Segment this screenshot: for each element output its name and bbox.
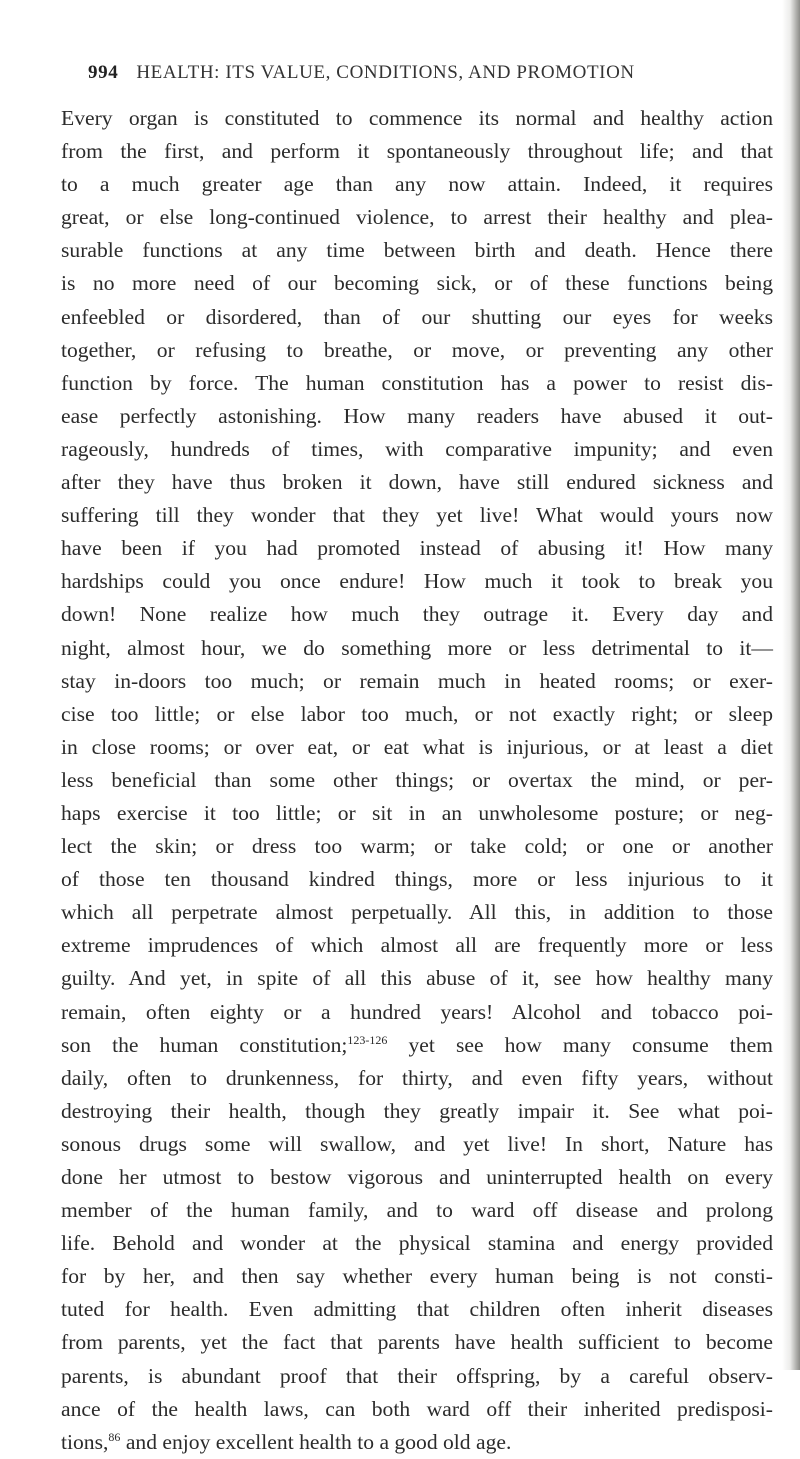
text-line: night, almost hour, we do something more or less detrimental to it— — [61, 635, 773, 660]
text-line: from parents, yet the fact that parents have health sufficient to become — [61, 1330, 773, 1355]
text-line-with-footnote — [61, 1426, 773, 1459]
text-line: great, or else long-continued violence, to arrest their healthy and plea- — [61, 205, 773, 230]
text-line: ease perfectly astonishing. How many readers have abused it out- — [61, 403, 773, 428]
text-line: enfeebled or disordered, than of our shutting our eyes for weeks — [61, 304, 773, 329]
text-line: lect the skin; or dress too warm; or take cold; or one or another — [61, 834, 773, 859]
body-paragraph — [58, 102, 773, 1459]
text-line: for by her, and then say whether every human being is not consti- — [61, 1264, 773, 1289]
text-line: less beneficial than some other things; or overtax the mind, or per- — [61, 767, 773, 792]
text-line: from the first, and perform it spontaneously throughout life; and that — [61, 139, 773, 164]
scan-edge-shadow — [782, 0, 800, 1370]
text-line: is no more need of our becoming sick, or of these functions being — [61, 271, 773, 296]
text-line: surable functions at any time between birth and death. Hence there — [61, 238, 773, 263]
text-line: to a much greater age than any now attain. Indeed, it requires — [61, 172, 773, 197]
running-head — [58, 62, 773, 84]
text-line: suffering till they wonder that they yet live! What would yours now — [61, 503, 773, 528]
text-fragment: son the human constitution; — [61, 1032, 348, 1057]
text-line: remain, often eighty or a hundred years! Alcohol and tobacco poi- — [61, 999, 773, 1024]
text-fragment: tions, — [61, 1429, 109, 1454]
book-page — [58, 62, 773, 1459]
text-fragment: and enjoy excellent health to a good old age. — [125, 1429, 512, 1454]
text-fragment: yet see how many consume them — [387, 1032, 773, 1057]
text-line: Every organ is constituted to commence its normal and healthy action — [61, 106, 773, 130]
text-line: tuted for health. Even admitting that children often inherit diseases — [61, 1297, 773, 1322]
text-line: in close rooms; or over eat, or eat what is injurious, or at least a diet — [61, 734, 773, 759]
text-line: function by force. The human constitution has a power to resist dis- — [61, 370, 773, 395]
text-line: done her utmost to bestow vigorous and uninterrupted health on every — [61, 1165, 773, 1189]
text-line: after they have thus broken it down, have still endured sickness and — [61, 470, 773, 495]
text-line: have been if you had promoted instead of abusing it! How many — [61, 536, 773, 561]
text-line: of those ten thousand kindred things, more or less injurious to it — [61, 867, 773, 892]
text-line: destroying their health, though they greatly impair it. See what poi- — [61, 1098, 773, 1123]
text-line: daily, often to drunkenness, for thirty, and even fifty years, without — [61, 1065, 773, 1090]
text-line: hardships could you once endure! How much it took to break you — [61, 569, 773, 594]
text-line: ance of the health laws, can both ward off their inherited predisposi- — [61, 1396, 773, 1421]
text-line: extreme imprudences of which almost all are frequently more or less — [61, 933, 773, 958]
text-line: parents, is abundant proof that their offspring, by a careful observ- — [61, 1363, 773, 1388]
text-line: which all perpetrate almost perpetually. All this, in addition to those — [61, 900, 773, 925]
text-line: haps exercise it too little; or sit in an unwholesome posture; or neg- — [61, 800, 773, 825]
running-title: HEALTH: ITS VALUE, CONDITIONS, AND PROMOTION — [136, 62, 635, 83]
text-line: together, or refusing to breathe, or move, or preventing any other — [61, 337, 773, 362]
text-line-with-footnote — [61, 1029, 773, 1062]
text-line: down! None realize how much they outrage it. Every day and — [61, 602, 773, 627]
text-line: sonous drugs some will swallow, and yet live! In short, Nature has — [61, 1131, 773, 1156]
footnote-reference: 86 — [108, 1429, 121, 1444]
footnote-reference: 123-126 — [347, 1032, 388, 1047]
text-line: member of the human family, and to ward off disease and prolong — [61, 1198, 773, 1223]
text-line: guilty. And yet, in spite of all this abuse of it, see how healthy many — [61, 966, 773, 991]
text-line: cise too little; or else labor too much, or not exactly right; or sleep — [61, 701, 773, 726]
page-number: 994 — [88, 62, 119, 83]
text-line: life. Behold and wonder at the physical stamina and energy provided — [61, 1231, 773, 1256]
text-line: rageously, hundreds of times, with comparative impunity; and even — [61, 436, 773, 461]
text-line: stay in-doors too much; or remain much in heated rooms; or exer- — [61, 668, 773, 693]
